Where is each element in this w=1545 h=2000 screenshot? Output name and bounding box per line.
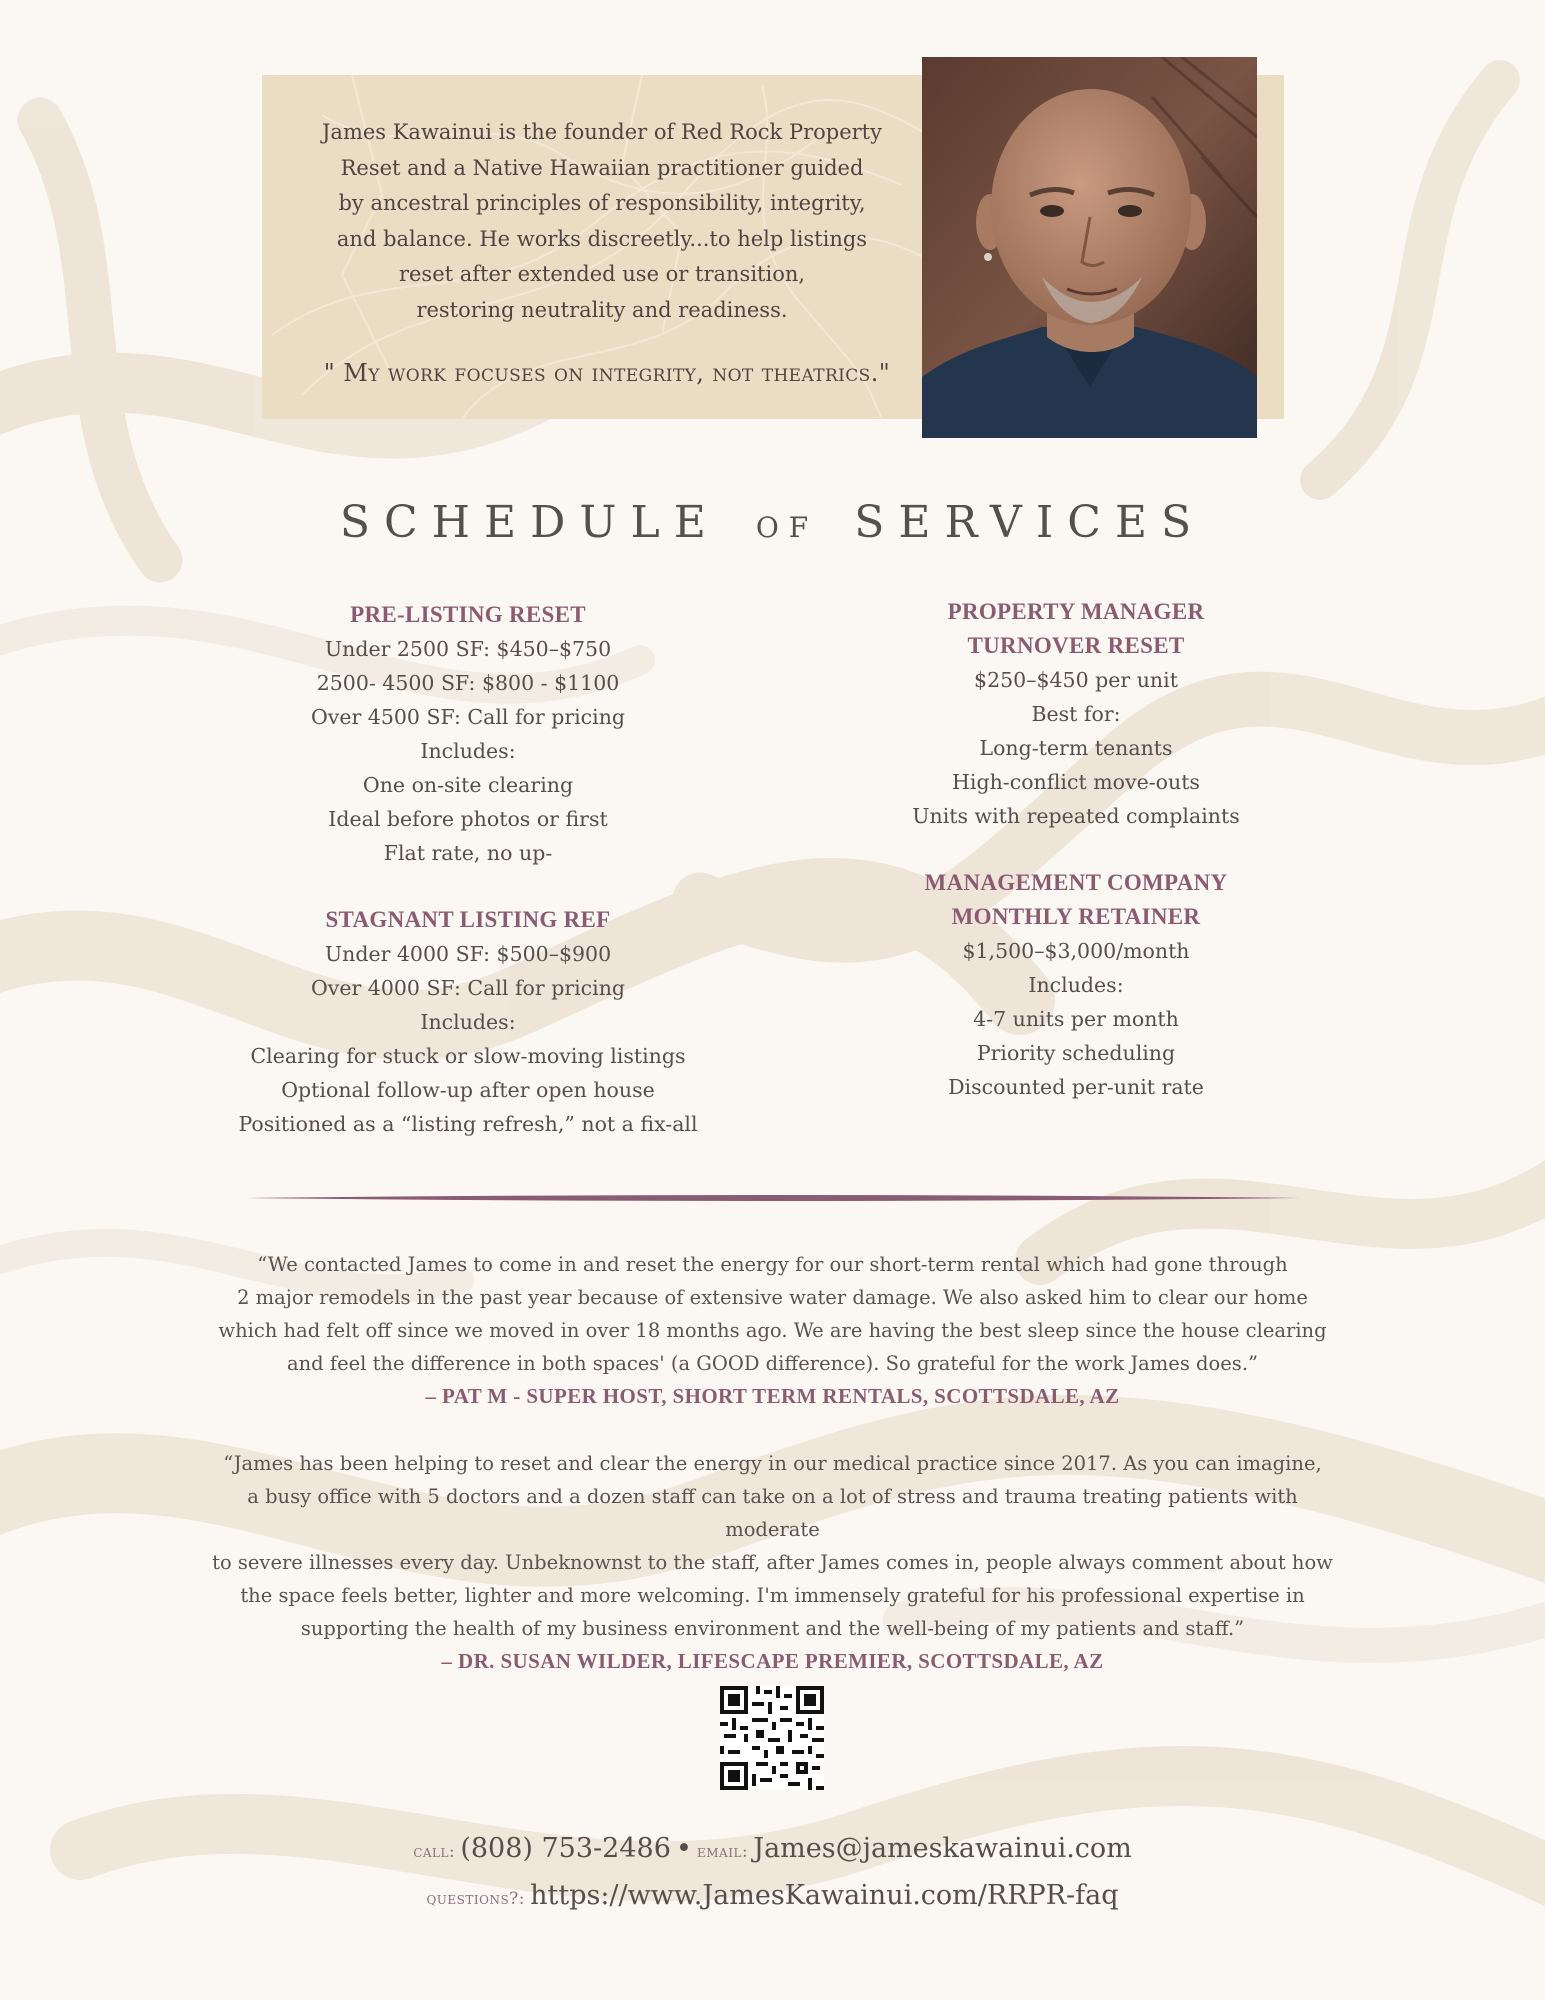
- service-title: MANAGEMENT COMPANY: [924, 870, 1228, 895]
- testimonial-pat-m: [200, 1248, 1345, 1412]
- testimonial-line: supporting the health of my business environment and the well-being of my patients and staff.”: [300, 1617, 1245, 1640]
- service-line: Units with repeated complaints: [912, 804, 1240, 828]
- testimonial-line: which had felt off since we moved in over 18 months ago. We are having the best sleep since the house clearing: [218, 1319, 1327, 1342]
- service-line: Over 4000 SF: Call for pricing: [310, 976, 626, 1000]
- bio-line: James Kawainui is the founder of Red Rock Property: [322, 120, 882, 144]
- service-line: Discounted per-unit rate: [948, 1075, 1204, 1099]
- service-line: Optional follow-up after open house: [281, 1078, 655, 1102]
- contact-line-phone-email: [0, 1833, 1545, 1864]
- phone-number[interactable]: (808) 753-2486: [460, 1833, 671, 1864]
- service-line: Long-term tenants: [979, 736, 1173, 760]
- qr-code[interactable]: [720, 1686, 824, 1790]
- testimonial-line: and feel the difference in both spaces' (a GOOD difference). So grateful for the work James does.”: [286, 1352, 1258, 1375]
- service-line: Positioned as a “listing refresh,” not a fix-all: [238, 1112, 698, 1136]
- portrait-illustration: [922, 57, 1257, 438]
- service-line: 2500- 4500 SF: $800 - $1100: [316, 671, 620, 695]
- contact-line-faq: [0, 1880, 1545, 1911]
- separator-dot: •: [675, 1833, 692, 1864]
- service-property-manager-turnover: [836, 595, 1316, 833]
- bio-paragraph: [292, 115, 912, 328]
- testimonial-susan-wilder: [200, 1447, 1345, 1677]
- portrait-photo: [922, 57, 1257, 438]
- service-line: Includes:: [420, 1010, 516, 1034]
- bio-line: restoring neutrality and readiness.: [416, 297, 788, 322]
- email-label: email:: [697, 1842, 749, 1862]
- heading-word: SCHEDULE: [339, 497, 720, 548]
- service-title: STAGNANT LISTING REF: [325, 907, 611, 932]
- questions-label: questions?:: [426, 1889, 526, 1909]
- service-title: PROPERTY MANAGER: [947, 599, 1205, 624]
- service-title: TURNOVER RESET: [967, 633, 1185, 658]
- schedule-of-services-heading: [0, 497, 1545, 548]
- testimonial-line: the space feels better, lighter and more welcoming. I'm immensely grateful for his professional expertise in: [240, 1584, 1305, 1607]
- service-line: Under 4000 SF: $500–$900: [324, 942, 612, 966]
- service-pre-listing-reset: [228, 598, 708, 870]
- testimonial-line: “James has been helping to reset and clear the energy in our medical practice since 2017. As you can imagine,: [223, 1452, 1322, 1475]
- service-line: $250–$450 per unit: [974, 668, 1178, 692]
- email-link[interactable]: James@jameskawainui.com: [753, 1833, 1132, 1864]
- testimonial-line: 2 major remodels in the past year because of extensive water damage. We also asked him to clear our home: [237, 1286, 1308, 1309]
- service-line: 4-7 units per month: [973, 1007, 1179, 1031]
- service-line: One on-site clearing: [362, 773, 574, 797]
- faq-link[interactable]: https://www.JamesKawainui.com/RRPR-faq: [530, 1880, 1119, 1911]
- service-line: Over 4500 SF: Call for pricing: [310, 705, 626, 729]
- service-line: Priority scheduling: [976, 1041, 1176, 1065]
- service-line: Includes:: [1028, 973, 1124, 997]
- service-line: High-conflict move-outs: [952, 770, 1200, 794]
- service-line: Flat rate, no up-: [383, 841, 553, 865]
- service-stagnant-listing: [228, 903, 708, 1141]
- testimonial-signature: – PAT M - SUPER HOST, SHORT TERM RENTALS, SCOTTSDALE, AZ: [425, 1384, 1120, 1408]
- testimonial-line: “We contacted James to come in and reset the energy for our short-term rental which had gone through: [257, 1253, 1288, 1276]
- bio-line: by ancestral principles of responsibility, integrity,: [338, 191, 866, 215]
- testimonial-line: a busy office with 5 doctors and a dozen staff can take on a lot of stress and trauma treating patients with moderate: [247, 1485, 1298, 1541]
- service-line: Clearing for stuck or slow-moving listings: [250, 1044, 686, 1068]
- service-line: Best for:: [1031, 702, 1121, 726]
- call-label: call:: [413, 1842, 456, 1862]
- service-line: Ideal before photos or first: [328, 807, 608, 831]
- service-management-retainer: [836, 866, 1316, 1104]
- section-divider: [246, 1193, 1300, 1203]
- service-title: PRE-LISTING RESET: [350, 602, 586, 627]
- bio-line: reset after extended use or transition,: [398, 262, 806, 286]
- service-line: $1,500–$3,000/month: [962, 939, 1190, 963]
- service-line: Under 2500 SF: $450–$750: [324, 637, 612, 661]
- heading-word: SERVICES: [854, 497, 1206, 548]
- bio-quote: " My work focuses on integrity, not theatrics.": [323, 359, 891, 387]
- heading-of: OF: [755, 511, 819, 544]
- service-title: MONTHLY RETAINER: [951, 904, 1201, 929]
- bio-line: Reset and a Native Hawaiian practitioner guided: [340, 155, 864, 180]
- bio-line: and balance. He works discreetly...to help listings: [336, 226, 868, 251]
- testimonial-signature: – DR. SUSAN WILDER, LIFESCAPE PREMIER, SCOTTSDALE, AZ: [441, 1649, 1104, 1673]
- service-line: Includes:: [420, 739, 516, 763]
- testimonial-line: to severe illnesses every day. Unbeknownst to the staff, after James comes in, people always comment about how: [212, 1551, 1333, 1574]
